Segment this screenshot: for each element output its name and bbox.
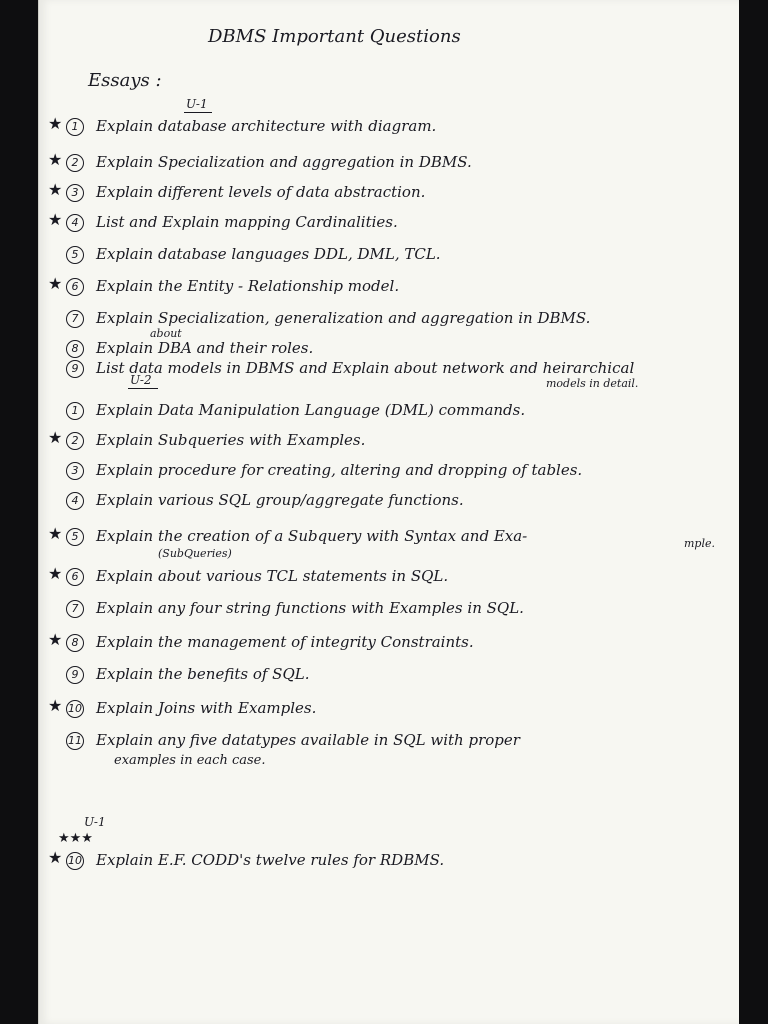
question-text: Explain the management of integrity Constraints.: [96, 633, 474, 651]
q5-subqueries-note: (SubQueries): [158, 547, 232, 560]
question-item: [0, 632, 768, 656]
question-item: [0, 460, 768, 484]
question-item: [0, 598, 768, 622]
question-number: 1: [66, 118, 84, 136]
question-text: Explain various SQL group/aggregate functions.: [96, 491, 464, 509]
question-number: 10: [66, 852, 84, 870]
question-number: 4: [66, 492, 84, 510]
question-item: [0, 730, 768, 754]
question-text: List data models in DBMS and Explain about network and heirarchical: [96, 359, 635, 377]
importance-star-icon: ★: [48, 428, 63, 447]
question-item: [0, 116, 768, 140]
extra-stars: ★★★: [58, 831, 93, 846]
question-item: [0, 244, 768, 268]
question-number: 7: [66, 600, 84, 618]
question-number: 10: [66, 700, 84, 718]
importance-star-icon: ★: [48, 180, 63, 199]
importance-star-icon: ★: [48, 848, 63, 867]
question-number: 5: [66, 246, 84, 264]
question-item: [0, 526, 768, 550]
unit-2-underline: [128, 388, 158, 389]
question-number: 2: [66, 154, 84, 172]
question-item: [0, 358, 768, 382]
unit-1-underline: [184, 112, 212, 113]
unit-1-label: U-1: [186, 97, 208, 111]
question-text: Explain Data Manipulation Language (DML) commands.: [96, 401, 526, 419]
question-number: 8: [66, 340, 84, 358]
question-item: [0, 566, 768, 590]
question-item: [0, 490, 768, 514]
question-number: 6: [66, 568, 84, 586]
question-number: 5: [66, 528, 84, 546]
question-number: 1: [66, 402, 84, 420]
question-text: Explain any four string functions with Examples in SQL.: [96, 599, 524, 617]
page-title: DBMS Important Questions: [208, 26, 461, 47]
importance-star-icon: ★: [48, 630, 63, 649]
question-number: 7: [66, 310, 84, 328]
question-number: 2: [66, 432, 84, 450]
question-extra: [0, 850, 768, 874]
question-text: Explain Specialization, generalization and aggregation in DBMS.: [96, 309, 591, 327]
question-item: [0, 276, 768, 300]
question-text: Explain Subqueries with Examples.: [96, 431, 366, 449]
question-text: Explain Joins with Examples.: [96, 699, 317, 717]
importance-star-icon: ★: [48, 114, 63, 133]
question-number: 11: [66, 732, 84, 750]
question-number: 6: [66, 278, 84, 296]
question-text: Explain database architecture with diagram.: [96, 117, 437, 135]
question-text: Explain about various TCL statements in SQL.: [96, 567, 449, 585]
importance-star-icon: ★: [48, 210, 63, 229]
q5-margin-note: mple.: [684, 537, 715, 550]
question-number: 8: [66, 634, 84, 652]
importance-star-icon: ★: [48, 524, 63, 543]
importance-star-icon: ★: [48, 274, 63, 293]
question-text: Explain procedure for creating, altering and dropping of tables.: [96, 461, 583, 479]
question-text: Explain Specialization and aggregation in DBMS.: [96, 153, 472, 171]
question-item: [0, 698, 768, 722]
question-text: Explain different levels of data abstraction.: [96, 183, 426, 201]
question-number: 3: [66, 462, 84, 480]
unit-2-label: U-2: [130, 373, 152, 387]
question-text: Explain database languages DDL, DML, TCL.: [96, 245, 441, 263]
question-number: 9: [66, 360, 84, 378]
q11-continuation: examples in each case.: [114, 753, 266, 768]
question-text: Explain E.F. CODD's twelve rules for RDBMS.: [96, 851, 445, 869]
question-text: List and Explain mapping Cardinalities.: [96, 213, 398, 231]
question-text: Explain DBA and their roles.: [96, 339, 314, 357]
importance-star-icon: ★: [48, 150, 63, 169]
question-item: [0, 400, 768, 424]
question-number: 9: [66, 666, 84, 684]
question-text: Explain the creation of a Subquery with Syntax and Exa-: [96, 527, 528, 545]
q9-continuation: models in detail.: [546, 377, 639, 390]
question-text: Explain any five datatypes available in SQL with proper: [96, 731, 520, 749]
question-text: Explain the Entity - Relationship model.: [96, 277, 400, 295]
q8-insert-note: about: [150, 327, 182, 340]
question-item: [0, 308, 768, 332]
question-number: 3: [66, 184, 84, 202]
question-item: [0, 182, 768, 206]
section-heading-essays: Essays :: [88, 70, 162, 91]
importance-star-icon: ★: [48, 564, 63, 583]
question-item: [0, 430, 768, 454]
question-item: [0, 212, 768, 236]
importance-star-icon: ★: [48, 696, 63, 715]
question-item: [0, 664, 768, 688]
question-number: 4: [66, 214, 84, 232]
question-text: Explain the benefits of SQL.: [96, 665, 310, 683]
question-item: [0, 152, 768, 176]
unit-1-extra-label: U-1: [84, 815, 106, 829]
